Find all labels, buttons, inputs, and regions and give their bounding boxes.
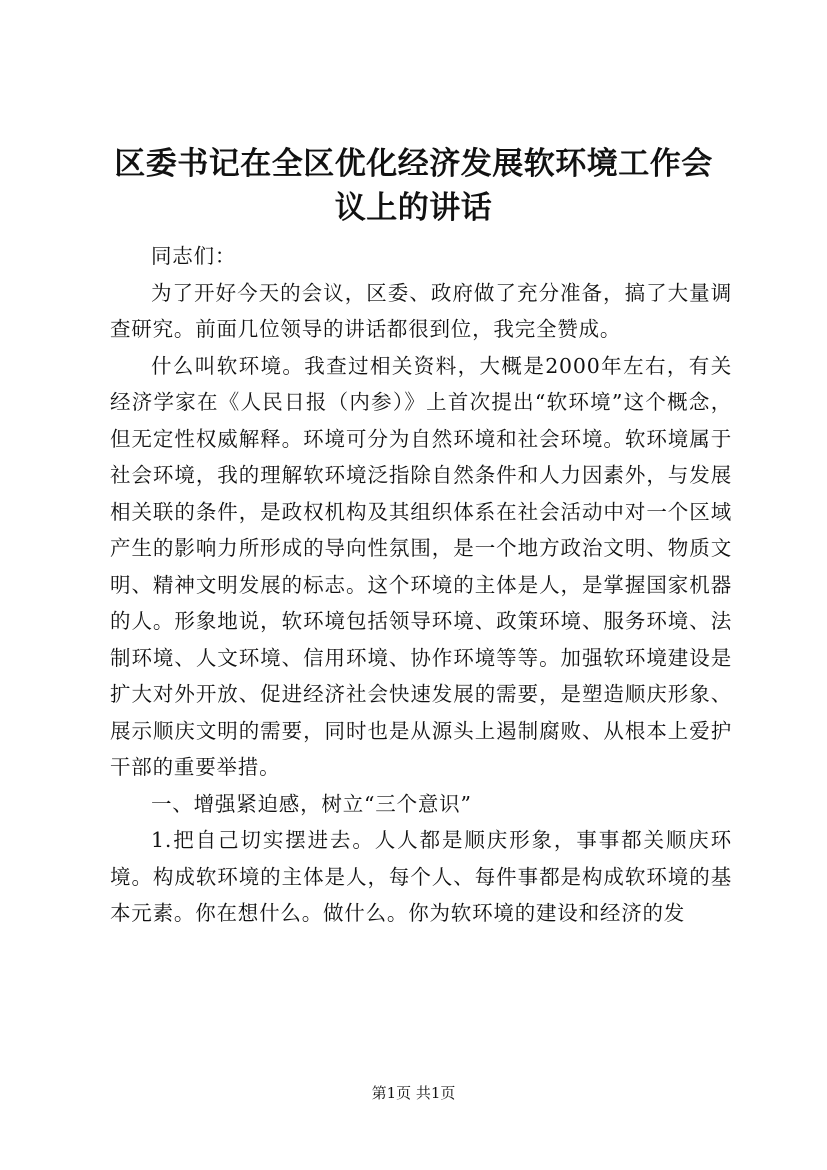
page-footer: 第1页 共1页 — [371, 1084, 456, 1102]
document-title: 区委书记在全区优化经济发展软环境工作会议上的讲话 — [114, 146, 713, 226]
body-paragraph: 为了开好今天的会议，区委、政府做了充分准备，搞了大量调查研究。前面几位领导的讲话都很到位，我完全赞成。 — [110, 280, 732, 341]
body-paragraph: 1.把自己切实摆进去。人人都是顺庆形象，事事都关顺庆环境。构成软环境的主体是人，每个人、每件事都是构成软环境的基本元素。你在想什么。做什么。你为软环境的建设和经济的发 — [110, 828, 732, 925]
body-paragraph: 什么叫软环境。我查过相关资料，大概是2000年左右，有关经济学家在《人民日报（内参）》上首次提出“软环境”这个概念，但无定性权威解释。环境可分为自然环境和社会环境。软环境属于社会环境，我的理解软环境泛指除自然条件和人力因素外，与发展相关联的条件，是政权机构及其组织体系在社会活动中对一个区域产生的影响力所形成的导向性氛围，是一个地方政治文明、物质文明、精神文明发展的标志。这个环境的主体是人，是掌握国家机器的人。形象地说，软环境包括领导环境、政策环境、服务环境、法制环境、人文环境、信用环境、协作环境等等。加强软环境建设是扩大对外开放、促进经济社会快速发展的需要，是塑造顺庆形象、展示顺庆文明的需要，同时也是从源头上遏制腐败、从根本上爱护干部的重要举措。 — [110, 353, 732, 779]
salutation-paragraph: 同志们： — [151, 244, 237, 268]
document-body — [110, 238, 732, 932]
section-heading: 一、增强紧迫感，树立“三个意识” — [151, 791, 472, 816]
